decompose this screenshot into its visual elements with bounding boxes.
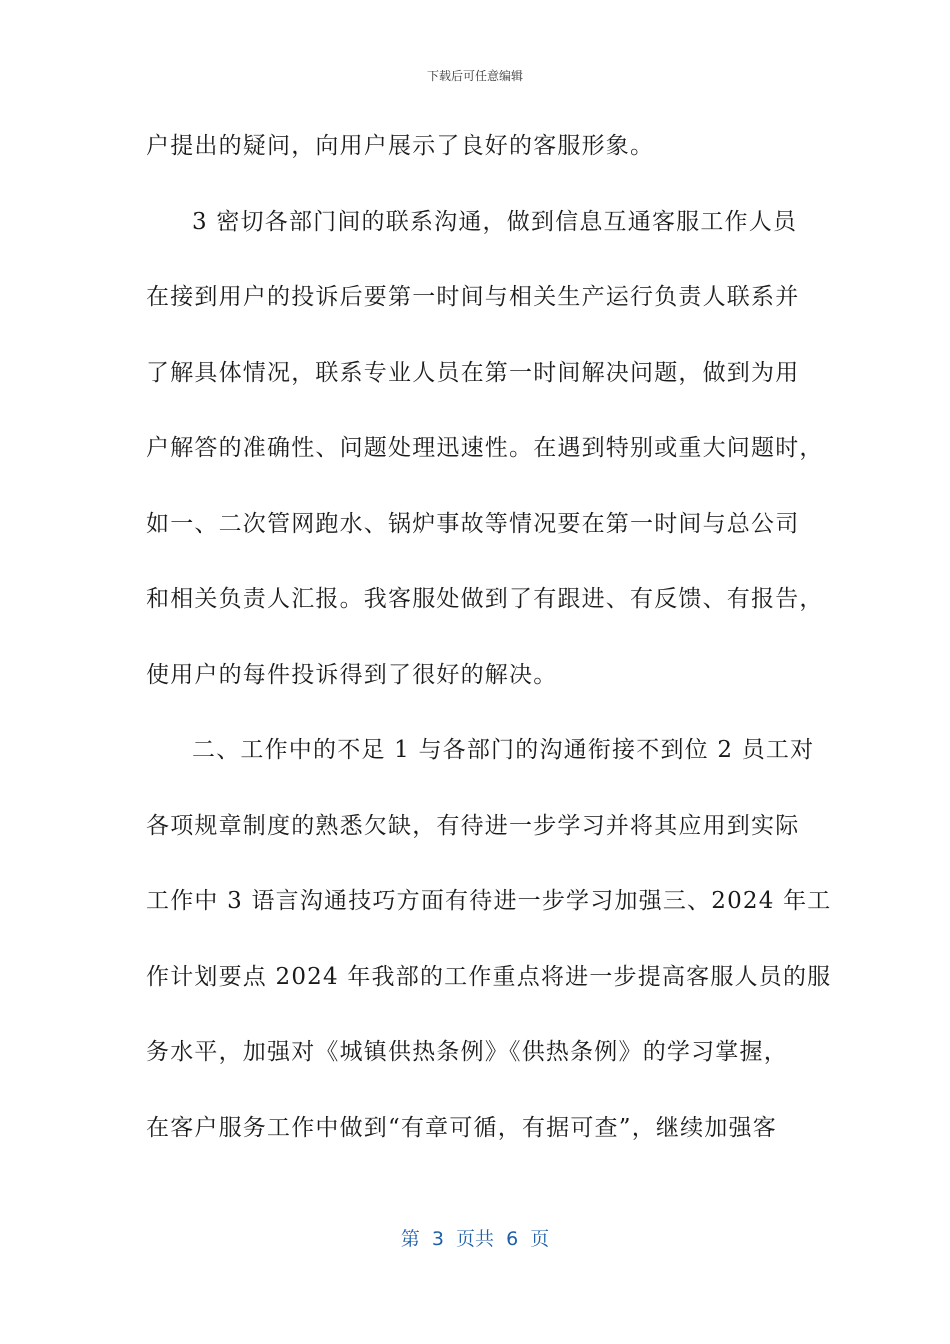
text-line: 了解具体情况，联系专业人员在第一时间解决问题，做到为用 bbox=[146, 359, 800, 386]
text-line: 在客户服务工作中做到“有章可循，有据可查”，继续加强客 bbox=[146, 1114, 777, 1141]
text-line: 各项规章制度的熟悉欠缺，有待进一步学习并将其应用到实际 bbox=[146, 812, 800, 839]
page-header-note: 下载后可任意编辑 bbox=[426, 69, 523, 83]
text-line: 如一、二次管网跑水、锅炉事故等情况要在第一时间与总公司 bbox=[146, 510, 800, 537]
page-number-footer: 第 3 页共 6 页 bbox=[400, 1228, 550, 1250]
text-line: 使用户的每件投诉得到了很好的解决。 bbox=[146, 661, 558, 688]
text-line: 户解答的准确性、问题处理迅速性。在遇到特别或重大问题时， bbox=[146, 435, 824, 461]
text-line: 户提出的疑问，向用户展示了良好的客服形象。 bbox=[146, 133, 655, 159]
text-line: 二、工作中的不足 1 与各部门的沟通衔接不到位 2 员工对 bbox=[192, 737, 815, 763]
text-line: 和相关负责人汇报。我客服处做到了有跟进、有反馈、有报告， bbox=[146, 586, 824, 612]
text-line: 3 密切各部门间的联系沟通，做到信息互通客服工作人员 bbox=[192, 208, 798, 235]
document-body bbox=[146, 125, 832, 1182]
text-line: 工作中 3 语言沟通技巧方面有待进一步学习加强三、2024 年工 bbox=[146, 888, 832, 914]
text-line: 务水平，加强对《城镇供热条例》《供热条例》的学习掌握， bbox=[146, 1039, 788, 1065]
text-line: 作计划要点 2024 年我部的工作重点将进一步提高客服人员的服 bbox=[146, 963, 832, 990]
text-line: 在接到用户的投诉后要第一时间与相关生产运行负责人联系并 bbox=[146, 284, 800, 310]
